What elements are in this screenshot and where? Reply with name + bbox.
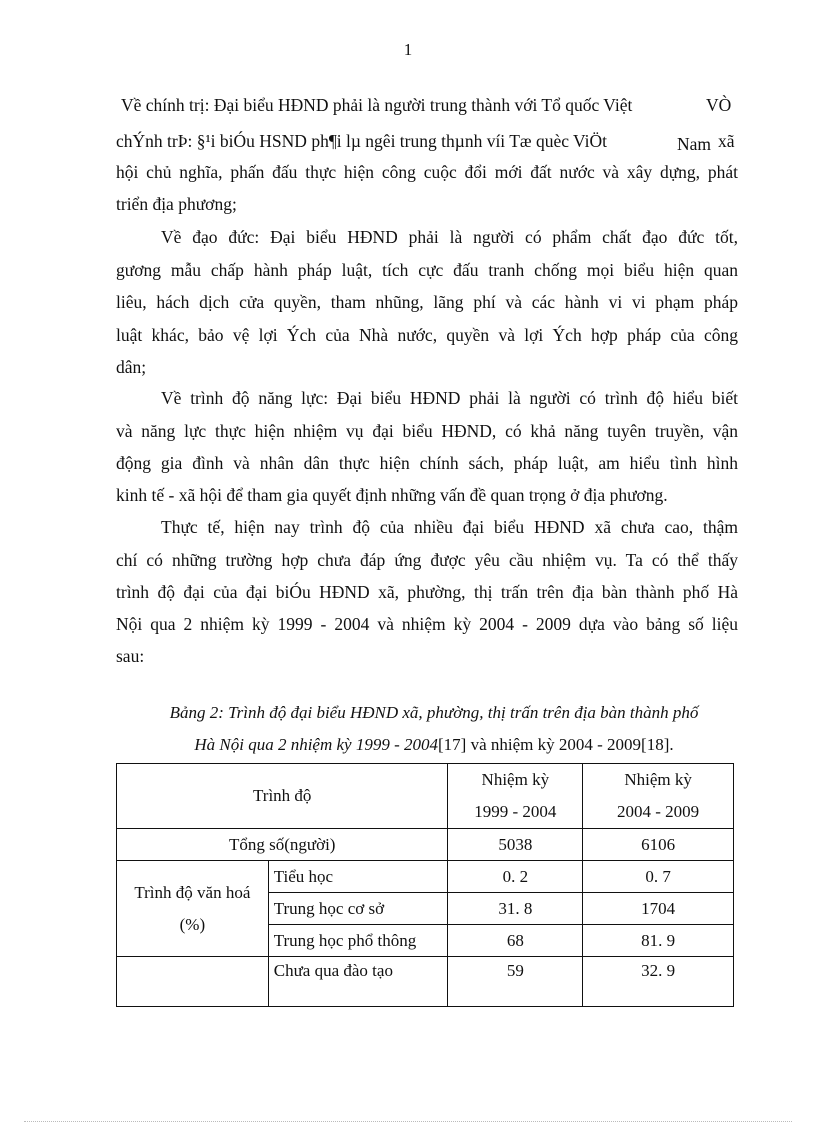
group-label: Trình độ văn hoá (%) [117, 861, 269, 957]
row-label: Tiểu học [268, 861, 448, 893]
table-caption-line-2 [0, 735, 816, 755]
row-value-term-2: 81. 9 [583, 925, 734, 957]
paragraph-line: Về trình độ năng lực: Đại biểu HĐND phải là người có trình độ hiểu biết [161, 388, 738, 408]
header-level: Trình độ [117, 764, 448, 829]
paragraph-line: kinh tế - xã hội để tham gia quyết định những vấn đề quan trọng ở địa phương. [116, 485, 668, 505]
row-value-term-2: 0. 7 [583, 861, 734, 893]
paragraph-line: và năng lực thực hiện nhiệm vụ đại biểu HĐND, có khả năng tuyên truyền, vận [116, 421, 738, 441]
table-row [117, 861, 734, 893]
table-row-total [117, 829, 734, 861]
paragraph-line: động gia đình và nhân dân thực hiện chính sách, pháp luật, am hiểu tình hình [116, 453, 738, 473]
row-label: Trung học phổ thông [268, 925, 448, 957]
paragraph-line: triển địa phương; [116, 194, 237, 214]
page-bottom-divider [24, 1121, 792, 1122]
row-value-term-1: 31. 8 [448, 893, 583, 925]
citation-18: [18]. [641, 735, 674, 754]
header-term-1: Nhiệm kỳ 1999 - 2004 [448, 764, 583, 829]
row-value-term-1: 59 [448, 957, 583, 1007]
total-value-term-2: 6106 [583, 829, 734, 861]
row-label: Chưa qua đào tạo [268, 957, 448, 1007]
paragraph-line: Về đạo đức: Đại biểu HĐND phải là người có phẩm chất đạo đức tốt, [161, 227, 738, 247]
paragraph-line: dân; [116, 357, 147, 377]
citation-17: [17] và nhiệm kỳ 2004 - 2009 [438, 735, 642, 754]
paragraph-line: chÝnh trÞ: §¹i biÓu HSND ph¶i lµ ngêi trung thµnh víi Tæ quèc ViÖt [116, 131, 608, 151]
total-value-term-1: 5038 [448, 829, 583, 861]
caption-text: Hà Nội qua 2 nhiệm kỳ 1999 - 2004 [194, 735, 439, 754]
paragraph-line: sau: [116, 646, 145, 666]
paragraph-line: liêu, hách dịch cửa quyền, tham nhũng, lãng phí và các hành vi vi phạm pháp [116, 292, 738, 312]
paragraph-line: VÒ [706, 95, 732, 115]
table-caption-line-1: Bảng 2: Trình độ đại biểu HĐND xã, phường, thị trấn trên địa bàn thành phố [169, 703, 699, 722]
row-value-term-1: 0. 2 [448, 861, 583, 893]
table-header-row [117, 764, 734, 829]
paragraph-line: Thực tế, hiện nay trình độ của nhiều đại biểu HĐND xã chưa cao, thậm [161, 517, 738, 537]
paragraph-line: luật khác, bảo vệ lợi Ých của Nhà nước, quyền và lợi Ých hợp pháp của công [116, 325, 738, 345]
paragraph-line: Về chính trị: Đại biểu HĐND phải là người trung thành với Tổ quốc Việt [121, 95, 633, 115]
total-label: Tổng số(người) [117, 829, 448, 861]
education-level-table [116, 763, 734, 1007]
table-row [117, 957, 734, 1007]
page-number: 1 [403, 40, 413, 59]
paragraph-line: Nội qua 2 nhiệm kỳ 1999 - 2004 và nhiệm kỳ 2004 - 2009 dựa vào bảng số liệu [116, 614, 738, 634]
paragraph-line: Nam [677, 134, 712, 154]
header-term-2: Nhiệm kỳ 2004 - 2009 [583, 764, 734, 829]
row-value-term-2: 1704 [583, 893, 734, 925]
paragraph-line: xã [718, 131, 735, 151]
row-value-term-2: 32. 9 [583, 957, 734, 1007]
paragraph-line: trình độ đại của đại biÓu HĐND xã, phường, thị trấn trên địa bàn thành phố Hà [116, 582, 738, 602]
row-value-term-1: 68 [448, 925, 583, 957]
row-label: Trung học cơ sở [268, 893, 448, 925]
paragraph-line: gương mẫu chấp hành pháp luật, tích cực đấu tranh chống mọi biểu hiện quan [116, 260, 738, 280]
empty-cell [117, 957, 269, 1007]
paragraph-line: chí có những trường hợp chưa đáp ứng được yêu cầu nhiệm vụ. Ta có thể thấy [116, 550, 738, 570]
paragraph-line: hội chủ nghĩa, phấn đấu thực hiện công cuộc đổi mới đất nước và xây dựng, phát [116, 162, 738, 182]
